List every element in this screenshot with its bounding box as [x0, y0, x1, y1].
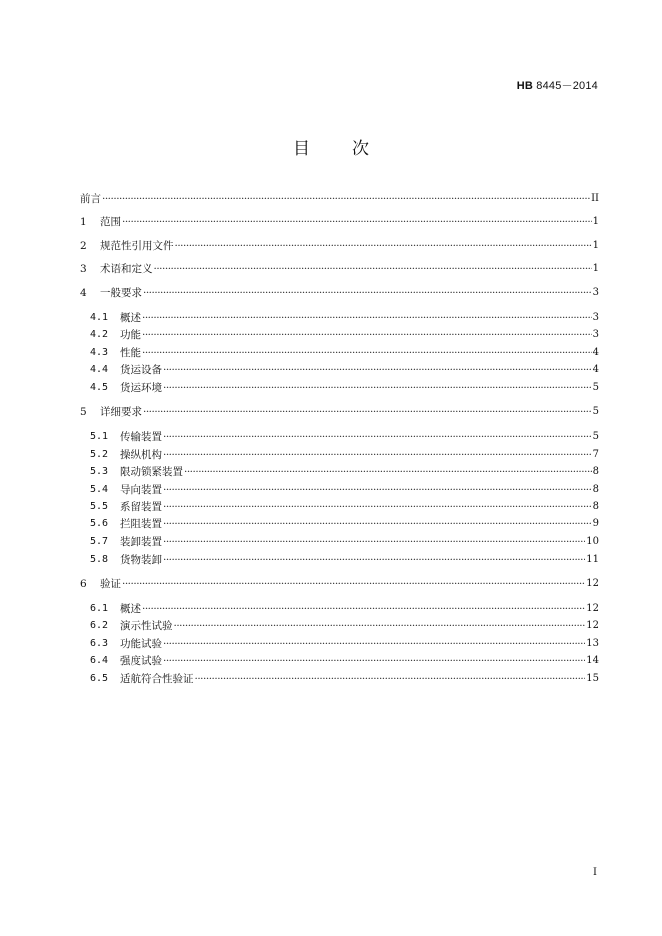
toc-leader-dots [174, 619, 586, 633]
toc-entry [90, 428, 599, 444]
toc-entry-label: 一般要求 [100, 287, 142, 299]
toc-leader-dots [163, 483, 592, 497]
toc-leader-dots [195, 672, 586, 686]
toc-entry-number: 4.3 [90, 347, 109, 358]
toc-entry [90, 600, 599, 616]
toc-entry-label: 概述 [120, 312, 141, 324]
toc-entry-number: 4.4 [90, 364, 109, 375]
toc-leader-dots [102, 192, 590, 206]
toc-entry [80, 237, 599, 253]
toc-entry-label: 适航符合性验证 [120, 673, 194, 685]
toc-entry-page: 3 [592, 329, 599, 340]
toc-entry-label: 演示性试验 [120, 620, 173, 632]
toc-entry-label: 前言 [80, 193, 101, 205]
toc-entry-page: 14 [586, 655, 599, 666]
toc-entry [90, 498, 599, 514]
toc-entry-page: 4 [592, 364, 599, 375]
toc-entry-number: 6.2 [90, 620, 109, 631]
toc-entry-page: 13 [586, 638, 599, 649]
toc-entry-page: 8 [592, 501, 599, 512]
toc-entry-number: 5.4 [90, 484, 109, 495]
toc-leader-dots [122, 577, 585, 591]
toc-entry-number: 5.2 [90, 449, 109, 460]
toc-entry-number: 6 [80, 578, 87, 590]
toc-entry [80, 190, 599, 206]
toc-entry-number: 3 [80, 263, 87, 275]
standard-prefix: HB [516, 80, 533, 92]
toc-entry-label: 强度试验 [120, 655, 162, 667]
toc-entry-page: II [591, 193, 599, 204]
toc-entry-number: 4.5 [90, 382, 109, 393]
toc-entry [80, 260, 599, 276]
toc-entry-page: 12 [586, 578, 599, 589]
toc-leader-dots [163, 448, 592, 462]
toc-entry-label: 货物装卸 [120, 554, 162, 566]
toc-leader-dots [163, 553, 585, 567]
toc-entry-page: 5 [592, 382, 599, 393]
toc-entry-label: 货运环境 [120, 382, 162, 394]
toc-entry-page: 1 [592, 263, 599, 274]
toc-entry-number: 4.2 [90, 329, 109, 340]
toc-leader-dots [163, 430, 592, 444]
page-number: I [593, 867, 597, 878]
toc-entry-label: 操纵机构 [120, 449, 162, 461]
toc-entry [90, 344, 599, 360]
toc-leader-dots [143, 405, 592, 419]
standard-code: 8445－2014 [536, 80, 598, 92]
toc-entry-number: 6.5 [90, 673, 109, 684]
toc-entry [90, 361, 599, 377]
toc-entry-label: 功能 [120, 329, 141, 341]
toc-leader-dots [142, 328, 592, 342]
toc-entry [80, 575, 599, 591]
toc-entry-page: 12 [586, 620, 599, 631]
toc-entry-number: 6.1 [90, 603, 109, 614]
toc-entry-number: 4.1 [90, 312, 109, 323]
toc-entry-page: 8 [592, 484, 599, 495]
toc-leader-dots [163, 535, 585, 549]
toc-entry [90, 309, 599, 325]
standard-number [517, 77, 598, 93]
toc-entry-label: 范围 [100, 216, 121, 228]
toc-leader-dots [142, 346, 592, 360]
toc-entry-page: 10 [586, 536, 599, 547]
toc-entry [80, 284, 599, 300]
toc-leader-dots [142, 311, 592, 325]
toc-entry-number: 5.1 [90, 431, 109, 442]
toc-entry [90, 515, 599, 531]
toc-entry-label: 验证 [100, 578, 121, 590]
toc-leader-dots [142, 602, 585, 616]
toc-title: 目次 [293, 139, 411, 159]
toc-entry-number: 5.7 [90, 536, 109, 547]
toc-entry [90, 652, 599, 668]
toc-entry-page: 8 [592, 466, 599, 477]
toc-entry [90, 463, 599, 479]
toc-leader-dots [163, 381, 592, 395]
toc-entry [90, 617, 599, 633]
toc-entry [90, 379, 599, 395]
toc-entry-number: 2 [80, 240, 87, 252]
toc-entry-page: 1 [592, 216, 599, 227]
toc-entry [80, 403, 599, 419]
toc-entry-number: 1 [80, 216, 87, 228]
toc-entry-page: 3 [592, 287, 599, 298]
toc-entry [90, 481, 599, 497]
toc-entry-page: 5 [592, 431, 599, 442]
toc-entry [90, 326, 599, 342]
toc-entry-page: 1 [592, 240, 599, 251]
toc-entry [90, 551, 599, 567]
toc-entry-number: 5 [80, 406, 87, 418]
toc-entry-number: 5.3 [90, 466, 109, 477]
toc-entry-page: 4 [592, 347, 599, 358]
toc-leader-dots [175, 239, 592, 253]
toc-entry-number: 6.4 [90, 655, 109, 666]
toc-entry-label: 传输装置 [120, 431, 162, 443]
toc-entry-label: 装卸装置 [120, 536, 162, 548]
toc-leader-dots [143, 286, 592, 300]
toc-entry-label: 性能 [120, 347, 141, 359]
toc-entry-label: 系留装置 [120, 501, 162, 513]
toc-entry-label: 货运设备 [120, 364, 162, 376]
toc-entry [80, 213, 599, 229]
toc-leader-dots [163, 654, 585, 668]
toc-entry-label: 导向装置 [120, 484, 162, 496]
toc-entry-number: 6.3 [90, 638, 109, 649]
toc-entry-label: 拦阻装置 [120, 518, 162, 530]
toc-leader-dots [163, 500, 592, 514]
toc-entry [90, 446, 599, 462]
toc-entry-page: 12 [586, 603, 599, 614]
toc-leader-dots [163, 637, 585, 651]
toc-leader-dots [163, 517, 592, 531]
toc-entry-label: 概述 [120, 603, 141, 615]
toc-entry-label: 功能试验 [120, 638, 162, 650]
toc-entry-page: 7 [592, 449, 599, 460]
toc-leader-dots [154, 262, 592, 276]
toc-entry-page: 3 [592, 312, 599, 323]
toc-entry-label: 术语和定义 [100, 263, 153, 275]
toc-entry-label: 详细要求 [100, 406, 142, 418]
toc-entry-page: 11 [586, 554, 599, 565]
toc-entry [90, 670, 599, 686]
toc-entry [90, 533, 599, 549]
toc-entry [90, 635, 599, 651]
toc-entry-page: 15 [586, 673, 599, 684]
toc-entry-number: 5.6 [90, 518, 109, 529]
toc-leader-dots [122, 215, 592, 229]
toc-leader-dots [184, 465, 592, 479]
toc-entry-page: 9 [592, 518, 599, 529]
toc-entry-label: 规范性引用文件 [100, 240, 174, 252]
toc-entry-number: 5.5 [90, 501, 109, 512]
toc-entry-number: 5.8 [90, 554, 109, 565]
toc-entry-label: 限动锁紧装置 [120, 466, 183, 478]
toc-entry-number: 4 [80, 287, 87, 299]
toc-entry-page: 5 [592, 406, 599, 417]
toc-leader-dots [163, 363, 592, 377]
